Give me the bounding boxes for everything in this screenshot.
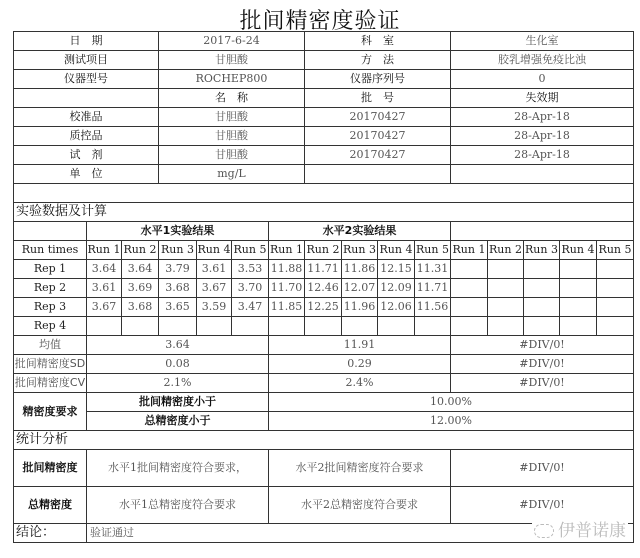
- rep-value-l1: 3.64: [87, 260, 122, 279]
- rep-value-l1: 3.53: [232, 260, 269, 279]
- rep-label: Rep 3: [14, 298, 87, 317]
- item-label: 测试项目: [14, 51, 159, 70]
- rep-value-l2: 12.06: [378, 298, 415, 317]
- date-label: 日 期: [14, 32, 159, 51]
- rep-value-l3: [488, 298, 524, 317]
- level-header-row: [14, 222, 634, 241]
- rep-value-l3: [488, 317, 524, 336]
- requirement-row-total: [14, 412, 634, 431]
- rep-value-l2: 11.71: [415, 279, 451, 298]
- rep-row: [14, 317, 634, 336]
- stats-between-l2: 水平2批间精密度符合要求: [269, 450, 451, 487]
- rep-value-l1: [87, 317, 122, 336]
- rep-value-l3: [597, 298, 634, 317]
- watermark: [532, 516, 628, 541]
- run-header: Run 5: [415, 241, 451, 260]
- mean-label: 均值: [14, 336, 87, 355]
- rep-value-l3: [560, 260, 597, 279]
- col-lot-header: 批 号: [305, 89, 451, 108]
- rep-value-l1: 3.47: [232, 298, 269, 317]
- run-header: Run 4: [560, 241, 597, 260]
- run-header: Run 5: [232, 241, 269, 260]
- rep-value-l3: [451, 260, 488, 279]
- material-expiry: 28-Apr-18: [451, 146, 634, 165]
- cv-row: [14, 374, 634, 393]
- info-row-model: [14, 70, 634, 89]
- sd-row: [14, 355, 634, 374]
- run-header: Run 3: [524, 241, 560, 260]
- blank-cell: [14, 222, 87, 241]
- rep-value-l2: 11.96: [342, 298, 378, 317]
- rep-value-l3: [560, 317, 597, 336]
- date-value: 2017-6-24: [159, 32, 305, 51]
- rep-value-l3: [451, 298, 488, 317]
- run-header: Run 2: [488, 241, 524, 260]
- experiment-table: [13, 202, 634, 543]
- rep-value-l1: 3.59: [197, 298, 232, 317]
- unit-label: 单 位: [14, 165, 159, 184]
- rep-value-l2: 12.07: [342, 279, 378, 298]
- method-label: 方 法: [305, 51, 451, 70]
- model-value: ROCHEP800: [159, 70, 305, 89]
- spacer-row: [14, 184, 634, 203]
- mean-row: [14, 336, 634, 355]
- material-name: 甘胆酸: [159, 127, 305, 146]
- rep-value-l1: [197, 317, 232, 336]
- col-name-header: 名 称: [159, 89, 305, 108]
- rep-value-l2: [305, 317, 342, 336]
- run-header: Run 2: [305, 241, 342, 260]
- mean-l2: 11.91: [269, 336, 451, 355]
- run-header: Run 2: [122, 241, 159, 260]
- unit-row: [14, 165, 634, 184]
- rep-value-l3: [597, 317, 634, 336]
- rep-row: [14, 298, 634, 317]
- rep-value-l3: [488, 260, 524, 279]
- material-name: 甘胆酸: [159, 108, 305, 127]
- stats-between-row: [14, 450, 634, 487]
- sd-l2: 0.29: [269, 355, 451, 374]
- rep-label: Rep 4: [14, 317, 87, 336]
- rep-value-l3: [524, 279, 560, 298]
- rep-value-l3: [597, 279, 634, 298]
- cv-l3: #DIV/0!: [451, 374, 634, 393]
- run-times-label: Run times: [14, 241, 87, 260]
- item-value: 甘胆酸: [159, 51, 305, 70]
- rep-value-l3: [560, 279, 597, 298]
- material-row-reagent: [14, 146, 634, 165]
- rep-value-l2: 12.25: [305, 298, 342, 317]
- rep-value-l1: 3.69: [122, 279, 159, 298]
- between-requirement-value: 10.00%: [269, 393, 634, 412]
- rep-value-l2: 11.70: [269, 279, 305, 298]
- rep-value-l3: [597, 260, 634, 279]
- spacer-cell: [14, 184, 634, 203]
- conclusion-label: 结论：: [14, 524, 87, 543]
- rep-label: Rep 1: [14, 260, 87, 279]
- material-label: 校准品: [14, 108, 159, 127]
- level2-header: 水平2实验结果: [269, 222, 451, 241]
- unit-value: mg/L: [159, 165, 305, 184]
- between-requirement-label: 批间精密度小于: [87, 393, 269, 412]
- rep-value-l2: [415, 317, 451, 336]
- stats-total-l2: 水平2总精密度符合要求: [269, 487, 451, 524]
- dept-label: 科 室: [305, 32, 451, 51]
- rep-value-l2: [269, 317, 305, 336]
- section-row: [14, 203, 634, 222]
- model-label: 仪器型号: [14, 70, 159, 89]
- info-row-item: [14, 51, 634, 70]
- level1-header: 水平1实验结果: [87, 222, 269, 241]
- rep-value-l1: 3.79: [159, 260, 197, 279]
- info-row-date: [14, 32, 634, 51]
- info-table: [13, 31, 634, 203]
- mean-l3: #DIV/0!: [451, 336, 634, 355]
- serial-value: 0: [451, 70, 634, 89]
- blank-cell: [451, 165, 634, 184]
- run-header: Run 1: [269, 241, 305, 260]
- rep-value-l3: [488, 279, 524, 298]
- rep-value-l2: 11.86: [342, 260, 378, 279]
- level3-header: [451, 222, 634, 241]
- stats-section-title: 统计分析: [14, 431, 634, 450]
- total-requirement-value: 12.00%: [269, 412, 634, 431]
- wechat-icon: [534, 524, 554, 538]
- stats-between-label: 批间精密度: [14, 450, 87, 487]
- total-requirement-label: 总精密度小于: [87, 412, 269, 431]
- rep-value-l3: [524, 298, 560, 317]
- run-header: Run 5: [597, 241, 634, 260]
- rep-value-l2: 12.46: [305, 279, 342, 298]
- stats-section-row: [14, 431, 634, 450]
- requirement-label: 精密度要求: [14, 393, 87, 431]
- rep-row: [14, 279, 634, 298]
- material-row-control: [14, 127, 634, 146]
- run-header: Run 4: [197, 241, 232, 260]
- rep-value-l2: 11.56: [415, 298, 451, 317]
- rep-value-l3: [451, 317, 488, 336]
- run-header-row: [14, 241, 634, 260]
- material-row-calibrator: [14, 108, 634, 127]
- run-header: Run 1: [451, 241, 488, 260]
- rep-value-l1: 3.65: [159, 298, 197, 317]
- watermark-text: 伊普诺康: [558, 521, 626, 541]
- run-header: Run 1: [87, 241, 122, 260]
- rep-value-l1: 3.64: [122, 260, 159, 279]
- sd-label: 批间精密度SD: [14, 355, 87, 374]
- rep-value-l1: 3.67: [197, 279, 232, 298]
- serial-label: 仪器序列号: [305, 70, 451, 89]
- rep-value-l1: [122, 317, 159, 336]
- rep-row: [14, 260, 634, 279]
- rep-value-l1: 3.68: [159, 279, 197, 298]
- run-header: Run 4: [378, 241, 415, 260]
- material-lot: 20170427: [305, 127, 451, 146]
- stats-between-l3: #DIV/0!: [451, 450, 634, 487]
- material-label: 质控品: [14, 127, 159, 146]
- rep-value-l1: 3.70: [232, 279, 269, 298]
- stats-total-l3: #DIV/0!: [451, 487, 634, 524]
- blank-cell: [305, 165, 451, 184]
- rep-value-l1: [159, 317, 197, 336]
- dept-value: 生化室: [451, 32, 634, 51]
- material-name: 甘胆酸: [159, 146, 305, 165]
- rep-value-l2: [378, 317, 415, 336]
- section-title: 实验数据及计算: [14, 203, 634, 222]
- conclusion-value: 验证通过: [87, 524, 634, 543]
- run-header: Run 3: [159, 241, 197, 260]
- material-expiry: 28-Apr-18: [451, 127, 634, 146]
- material-lot: 20170427: [305, 146, 451, 165]
- blank-cell: [14, 89, 159, 108]
- cv-l2: 2.4%: [269, 374, 451, 393]
- cv-l1: 2.1%: [87, 374, 269, 393]
- material-expiry: 28-Apr-18: [451, 108, 634, 127]
- rep-value-l2: 11.31: [415, 260, 451, 279]
- rep-value-l1: [232, 317, 269, 336]
- rep-value-l2: [342, 317, 378, 336]
- rep-value-l3: [451, 279, 488, 298]
- mean-l1: 3.64: [87, 336, 269, 355]
- rep-value-l1: 3.61: [197, 260, 232, 279]
- stats-between-l1: 水平1批间精密度符合要求，: [87, 450, 269, 487]
- rep-value-l2: 12.09: [378, 279, 415, 298]
- method-value: 胶乳增强免疫比浊: [451, 51, 634, 70]
- rep-value-l3: [560, 298, 597, 317]
- rep-value-l1: 3.61: [87, 279, 122, 298]
- material-label: 试 剂: [14, 146, 159, 165]
- rep-value-l3: [524, 260, 560, 279]
- stats-total-l1: 水平1总精密度符合要求: [87, 487, 269, 524]
- rep-value-l1: 3.67: [87, 298, 122, 317]
- sd-l1: 0.08: [87, 355, 269, 374]
- rep-value-l2: 11.71: [305, 260, 342, 279]
- material-lot: 20170427: [305, 108, 451, 127]
- requirement-row-between: [14, 393, 634, 412]
- stats-total-label: 总精密度: [14, 487, 87, 524]
- rep-value-l1: 3.68: [122, 298, 159, 317]
- rep-value-l2: 11.88: [269, 260, 305, 279]
- sd-l3: #DIV/0!: [451, 355, 634, 374]
- rep-value-l2: 11.85: [269, 298, 305, 317]
- run-header: Run 3: [342, 241, 378, 260]
- col-expiry-header: 失效期: [451, 89, 634, 108]
- cv-label: 批间精密度CV: [14, 374, 87, 393]
- rep-value-l3: [524, 317, 560, 336]
- page-title: 批间精密度验证: [239, 9, 401, 34]
- materials-header-row: [14, 89, 634, 108]
- rep-value-l2: 12.15: [378, 260, 415, 279]
- rep-label: Rep 2: [14, 279, 87, 298]
